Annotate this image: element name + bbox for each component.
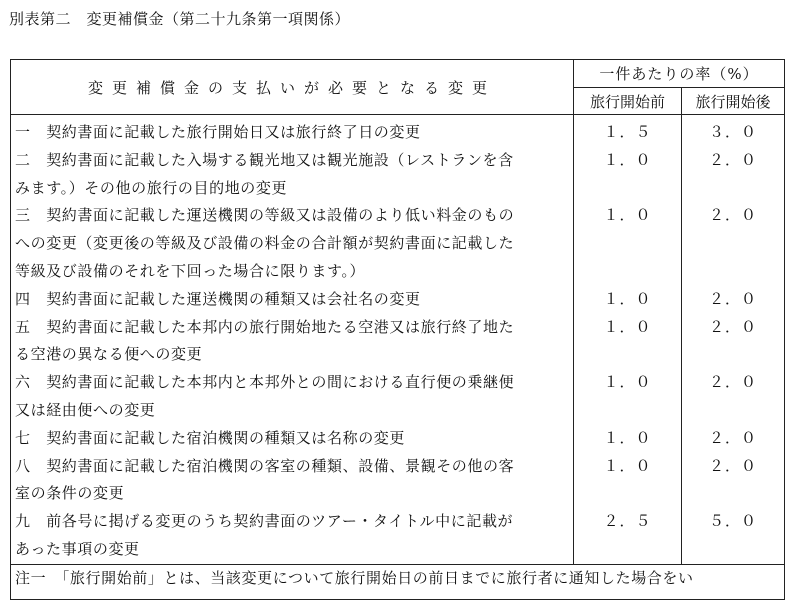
rate-after-item bbox=[682, 202, 784, 285]
change-item-line: への変更（変更後の等級及び設備の料金の合計額が契約書面に記載した bbox=[15, 234, 515, 253]
header-rate: 一件あたりの率（%） bbox=[574, 60, 785, 88]
rate-after-value: ５．０ bbox=[709, 512, 758, 531]
rate-before-value: １．０ bbox=[603, 428, 652, 447]
change-item-line: 六 契約書面に記載した本邦内と本邦外との間における直行便の乗継便 bbox=[15, 373, 515, 392]
rate-after-item bbox=[682, 286, 784, 314]
change-item bbox=[15, 425, 570, 453]
rate-after-item bbox=[682, 453, 784, 509]
change-item bbox=[15, 369, 570, 425]
change-descriptions bbox=[11, 115, 574, 565]
rate-before-value: １．０ bbox=[603, 456, 652, 475]
rate-after-value: ２．０ bbox=[709, 428, 758, 447]
rate-after-value: ２．０ bbox=[709, 150, 758, 169]
rate-after-item bbox=[682, 147, 784, 203]
change-item-line: 七 契約書面に記載した宿泊機関の種類又は名称の変更 bbox=[15, 428, 406, 447]
rate-before-item bbox=[574, 147, 681, 203]
note-1: 注一 「旅行開始前」とは、当該変更について旅行開始日の前日までに旅行者に通知した場合をい bbox=[11, 564, 785, 599]
change-item bbox=[15, 147, 570, 203]
change-item bbox=[15, 314, 570, 370]
change-item-line: 一 契約書面に記載した旅行開始日又は旅行終了日の変更 bbox=[15, 123, 421, 141]
document-title: 別表第二 変更補償金（第二十九条第一項関係） bbox=[9, 10, 351, 28]
rate-after-value: ２．０ bbox=[709, 317, 758, 336]
change-item-line: みます。）その他の旅行の目的地の変更 bbox=[15, 178, 288, 197]
rate-before-item bbox=[574, 286, 681, 314]
change-item-line: 五 契約書面に記載した本邦内の旅行開始地たる空港又は旅行終了地た bbox=[15, 317, 515, 336]
change-item-line: 等級及び設備のそれを下回った場合に限ります。） bbox=[15, 261, 366, 280]
change-item-line: 八 契約書面に記載した宿泊機関の客室の種類、設備、景観その他の客 bbox=[15, 456, 515, 475]
rate-before-item bbox=[574, 369, 681, 425]
rate-before-value: １．０ bbox=[603, 317, 652, 336]
change-item-line: 室の条件の変更 bbox=[15, 484, 125, 503]
compensation-table bbox=[10, 59, 785, 600]
change-item bbox=[15, 508, 570, 564]
rate-after-item bbox=[682, 508, 784, 564]
header-before-departure: 旅行開始前 bbox=[574, 88, 682, 115]
change-item-line: 九 前各号に掲げる変更のうち契約書面のツアー・タイトル中に記載が bbox=[15, 512, 514, 531]
change-item bbox=[15, 202, 570, 285]
rate-after-value: ２．０ bbox=[709, 456, 758, 475]
header-after-departure: 旅行開始後 bbox=[682, 88, 785, 115]
change-item-line: 又は経由便への変更 bbox=[15, 400, 156, 419]
rate-before-value: ２．５ bbox=[603, 512, 652, 531]
change-item-line: 四 契約書面に記載した運送機関の種類又は会社名の変更 bbox=[15, 289, 421, 308]
rates-before-departure bbox=[574, 115, 682, 565]
rate-before-value: １．５ bbox=[603, 123, 652, 141]
rate-after-item bbox=[682, 369, 784, 425]
change-item-line: る空港の異なる便への変更 bbox=[15, 345, 203, 364]
change-item-line: あった事項の変更 bbox=[15, 539, 140, 558]
rate-before-value: １．０ bbox=[603, 150, 652, 169]
rate-before-item bbox=[574, 453, 681, 509]
header-change-type: 変更補償金の支払いが必要となる変更 bbox=[11, 60, 574, 115]
change-item bbox=[15, 286, 570, 314]
change-item bbox=[15, 453, 570, 509]
change-item bbox=[15, 119, 570, 147]
rate-after-value: ２．０ bbox=[709, 373, 758, 392]
rate-before-value: １．０ bbox=[603, 373, 652, 392]
rate-before-item bbox=[574, 202, 681, 285]
change-item-line: 三 契約書面に記載した運送機関の等級又は設備のより低い料金のもの bbox=[15, 206, 515, 225]
rate-after-value: ３．０ bbox=[709, 123, 758, 141]
rate-before-item bbox=[574, 314, 681, 370]
rate-before-item bbox=[574, 119, 681, 147]
change-item-line: 二 契約書面に記載した入場する観光地又は観光施設（レストランを含 bbox=[15, 150, 514, 169]
rate-after-item bbox=[682, 314, 784, 370]
rate-after-item bbox=[682, 119, 784, 147]
rate-before-item bbox=[574, 425, 681, 453]
rates-after-departure bbox=[682, 115, 785, 565]
rate-after-value: ２．０ bbox=[709, 289, 758, 308]
rate-before-item bbox=[574, 508, 681, 564]
table-body bbox=[11, 115, 785, 565]
rate-after-item bbox=[682, 425, 784, 453]
rate-before-value: １．０ bbox=[603, 206, 652, 225]
rate-after-value: ２．０ bbox=[709, 206, 758, 225]
rate-before-value: １．０ bbox=[603, 289, 652, 308]
